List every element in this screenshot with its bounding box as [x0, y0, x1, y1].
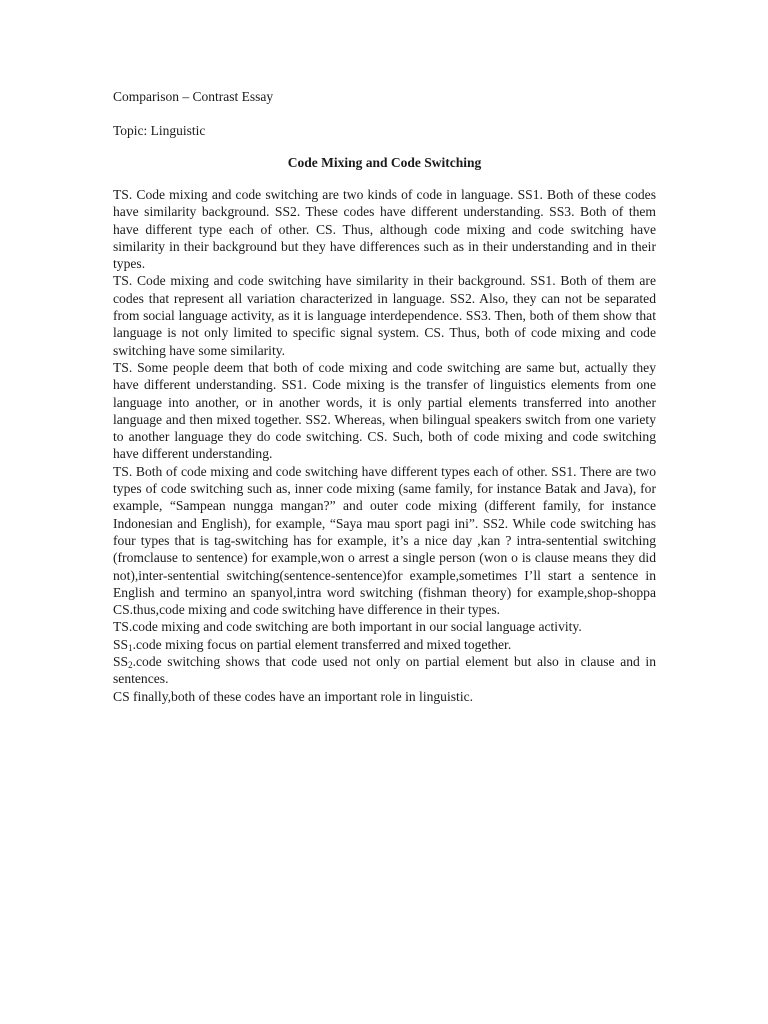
- paragraph-types: TS. Both of code mixing and code switching have different types each of other. SS1. There are two types of code switching such as, inner code mixing (same family, for instance Batak and Java), for example, “Sampean nungga mangan?” and outer code mixing (different family, for instance Indonesian and English), for example, “Saya mau sport pagi ini”. SS2. While code switching has four types that is tag-switching has for example, it’s a nice day ,kan ? intra-sentential switching (fromclause to sentence) for example,won o arrest a single person (won o is clause means they did not),inter-sentential switching(sentence-sentence)for example,sometimes I’ll start a sentence in English and termino an spanyol,intra word switching (fishman theory) for example,shop-shoppa CS.thus,code mixing and code switching have difference in their types.: [113, 463, 656, 618]
- paragraph-ss2: [113, 653, 656, 688]
- ss2-text: .code switching shows that code used not only on partial element but also in clause and in sentences.: [113, 654, 656, 687]
- ss2-subscript: 2: [128, 660, 133, 671]
- topic-label: Topic: Linguistic: [113, 123, 206, 138]
- paragraph-intro: TS. Code mixing and code switching are two kinds of code in language. SS1. Both of these codes have similarity background. SS2. These codes have different understanding. SS3. Both of them have different type each of other. CS. Thus, although code mixing and code switching have similarity in their background but they have differences such as in their understanding and in their types.: [113, 187, 656, 272]
- paragraph-closing: CS finally,both of these codes have an important role in linguistic.: [113, 688, 474, 704]
- paragraph-understanding: TS. Some people deem that both of code mixing and code switching are same but, actually they have different understanding. SS1. Code mixing is the transfer of linguistics elements from one language into another, or in another words, it is only partial elements transferred into another language and then mixed together. SS2. Whereas, when bilingual speakers switch from one variety to another language they do code switching. CS. Such, both of code mixing and code switching have different understanding.: [113, 359, 656, 462]
- ss1-text: .code mixing focus on partial element transferred and mixed together.: [132, 636, 512, 652]
- paragraph-ss1: [113, 636, 656, 653]
- paragraph-similarity: TS. Code mixing and code switching have similarity in their background. SS1. Both of them are codes that represent all variation characterized in language. SS2. Also, they can not be separated from social language activity, as it is language interdependence. SS3. Then, both of them show that language is not only limited to specific signal system. CS. Thus, both of code mixing and code switching have some similarity.: [113, 273, 656, 358]
- ss1-prefix: SS: [113, 636, 129, 652]
- paragraph-importance: TS.code mixing and code switching are both important in our social language activity.: [113, 619, 582, 635]
- essay-title: Code Mixing and Code Switching: [287, 155, 482, 170]
- ss2-prefix: SS: [113, 654, 129, 670]
- essay-type-label: Comparison – Contrast Essay: [113, 89, 274, 104]
- ss1-subscript: 1: [128, 642, 133, 653]
- document-page: [113, 88, 656, 705]
